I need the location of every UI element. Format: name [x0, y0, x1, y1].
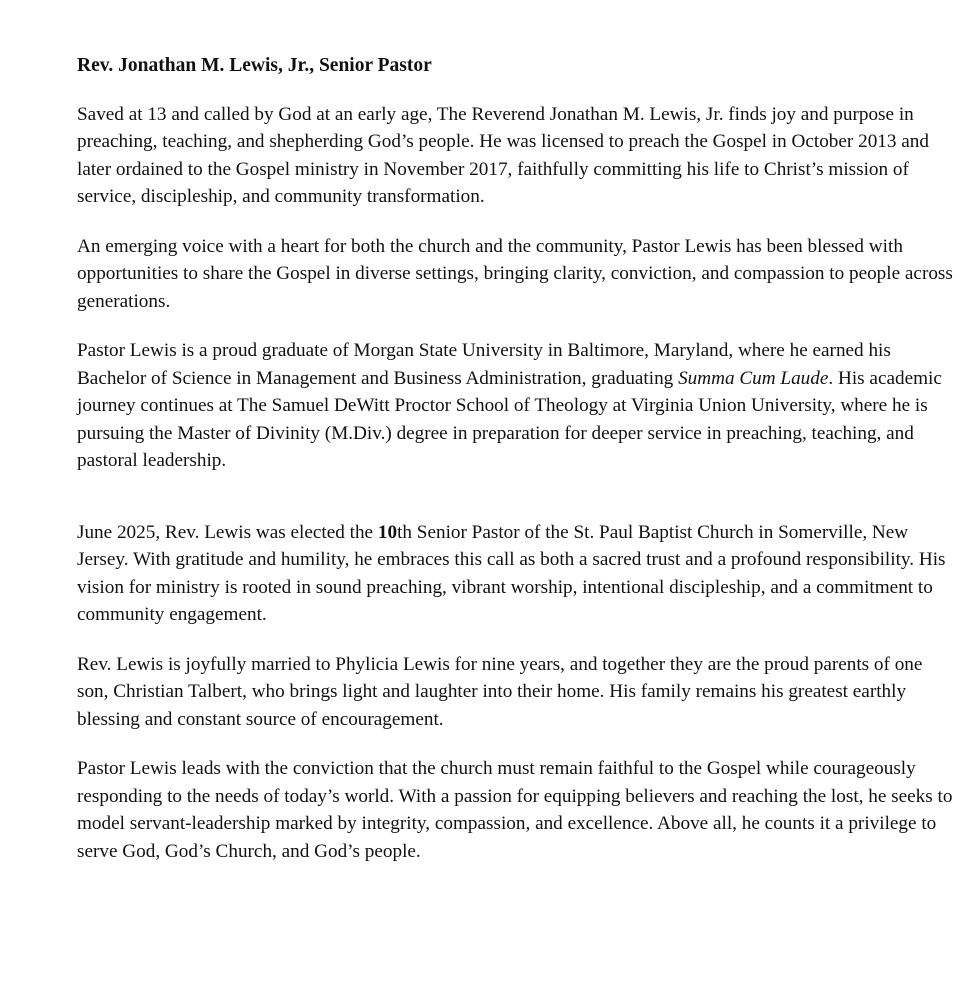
paragraph-family: Rev. Lewis is joyfully married to Phylicia Lewis for nine years, and together they are the proud parents of one son, Christian Talbert, who brings light and laughter into their home. His family remains his greatest earthly blessing and constant source of encouragement.: [77, 653, 923, 730]
election-text-start: June 2025, Rev. Lewis was elected the: [77, 521, 378, 543]
paragraph-calling: Saved at 13 and called by God at an early age, The Reverend Jonathan M. Lewis, Jr. finds joy and purpose in preaching, teaching, and shepherding God’s people. He was licensed to preach the Gospel in October 2013 and later ordained to the Gospel ministry in November 2017, faithfully committing his life to Christ’s mission of service, discipleship, and community transformation.: [77, 103, 929, 207]
education-text-start: Pastor Lewis is a proud graduate of Morgan State University in Baltimore, Maryland, where he earned his Bachelor of Science in Management and Business Administration, graduating: [77, 340, 891, 389]
honors-italic: Summa Cum Laude: [678, 367, 829, 389]
paragraph-education: [77, 337, 957, 475]
paragraph-election: [77, 519, 957, 629]
election-text-end: th Senior Pastor of the St. Paul Baptist Church in Somerville, New Jersey. With gratitude and humility, he embraces this call as both a sacred trust and a profound responsibility. His vision for ministry is rooted in sound preaching, vibrant worship, intentional discipleship, and a commitment to community engagement.: [77, 521, 946, 625]
pastor-number-bold: 10: [377, 521, 398, 543]
paragraph-emerging-voice: An emerging voice with a heart for both the church and the community, Pastor Lewis has been blessed with opportunities to share the Gospel in diverse settings, bringing clarity, conviction, and compassion to people across generations.: [77, 235, 953, 312]
education-text-end: . His academic journey continues at The Samuel DeWitt Proctor School of Theology at Virginia Union University, where he is pursuing the Master of Divinity (M.Div.) degree in preparation for deeper service in preaching, teaching, and pastoral leadership.: [77, 367, 942, 471]
document-page: [77, 52, 957, 887]
paragraph-conviction: Pastor Lewis leads with the conviction that the church must remain faithful to the Gospel while courageously responding to the needs of today’s world. With a passion for equipping believers and reaching the lost, he seeks to model servant-leadership marked by integrity, compassion, and excellence. Above all, he counts it a privilege to serve God, God’s Church, and God’s people.: [77, 758, 953, 862]
document-title: Rev. Jonathan M. Lewis, Jr., Senior Pastor: [77, 55, 432, 76]
